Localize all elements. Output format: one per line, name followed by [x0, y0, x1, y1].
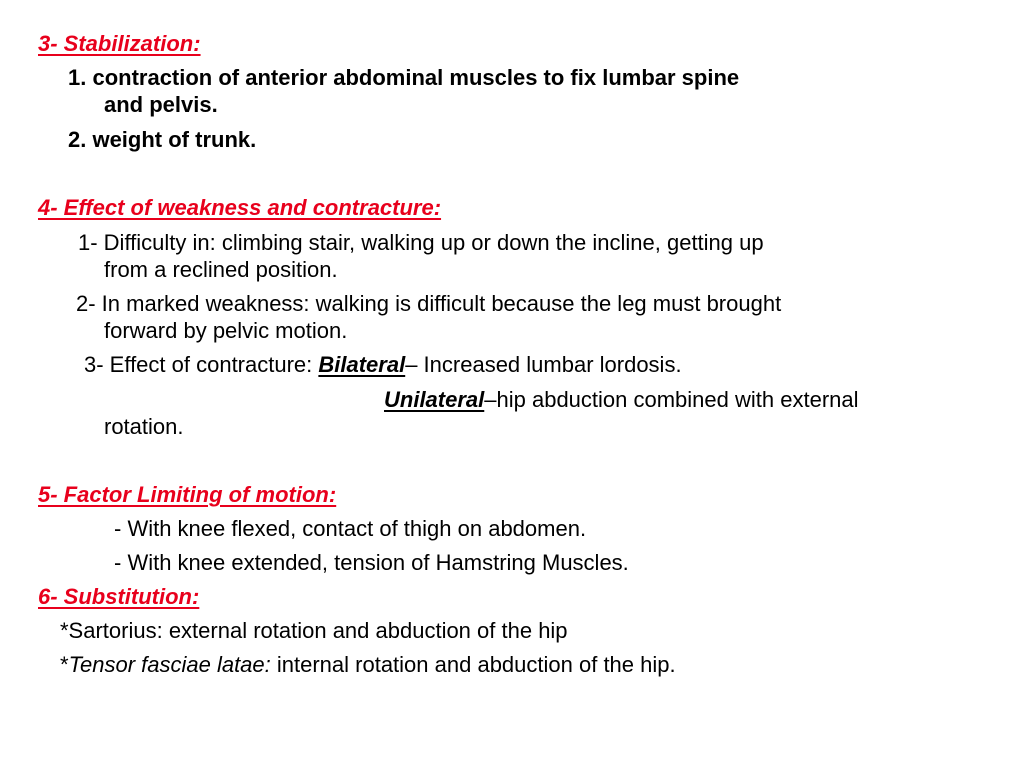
- section-4-point-2: 2- In marked weakness: walking is difficult because the leg must brought: [76, 291, 782, 316]
- bilateral-term: Bilateral: [318, 352, 406, 377]
- tensor-text: internal rotation and abduction of the hip.: [270, 652, 676, 677]
- section-4-heading: 4- Effect of weakness and contracture:: [38, 195, 442, 220]
- section-3-item-1-cont: and pelvis.: [104, 92, 218, 117]
- bilateral-text: – Increased lumbar lordosis.: [405, 352, 682, 377]
- section-4-unilateral-cont: rotation.: [104, 414, 184, 439]
- tensor-star: *: [60, 652, 69, 677]
- section-4-point-2-cont: forward by pelvic motion.: [104, 318, 348, 343]
- section-6-heading: 6- Substitution:: [38, 584, 200, 609]
- section-3-heading: 3- Stabilization:: [38, 31, 201, 56]
- section-4-point-1: 1- Difficulty in: climbing stair, walking up or down the incline, getting up: [78, 230, 764, 255]
- section-4-unilateral: [384, 386, 859, 413]
- section-5-item-2: - With knee extended, tension of Hamstring Muscles.: [114, 550, 629, 575]
- unilateral-text: –hip abduction combined with external: [484, 387, 859, 412]
- section-4-point-1-cont: from a reclined position.: [104, 257, 338, 282]
- section-5-heading: 5- Factor Limiting of motion:: [38, 482, 337, 507]
- tensor-term: Tensor fasciae latae:: [68, 652, 271, 677]
- section-3-item-1: 1. contraction of anterior abdominal muscles to fix lumbar spine: [68, 65, 740, 90]
- section-6-item-1: *Sartorius: external rotation and abduction of the hip: [60, 618, 568, 643]
- contracture-lead: 3- Effect of contracture:: [84, 352, 319, 377]
- section-6-item-2: [60, 651, 676, 678]
- section-5-item-1: - With knee flexed, contact of thigh on abdomen.: [114, 516, 587, 541]
- section-3-item-2: 2. weight of trunk.: [68, 127, 257, 152]
- unilateral-term: Unilateral: [384, 387, 485, 412]
- section-4-point-3: [84, 351, 682, 378]
